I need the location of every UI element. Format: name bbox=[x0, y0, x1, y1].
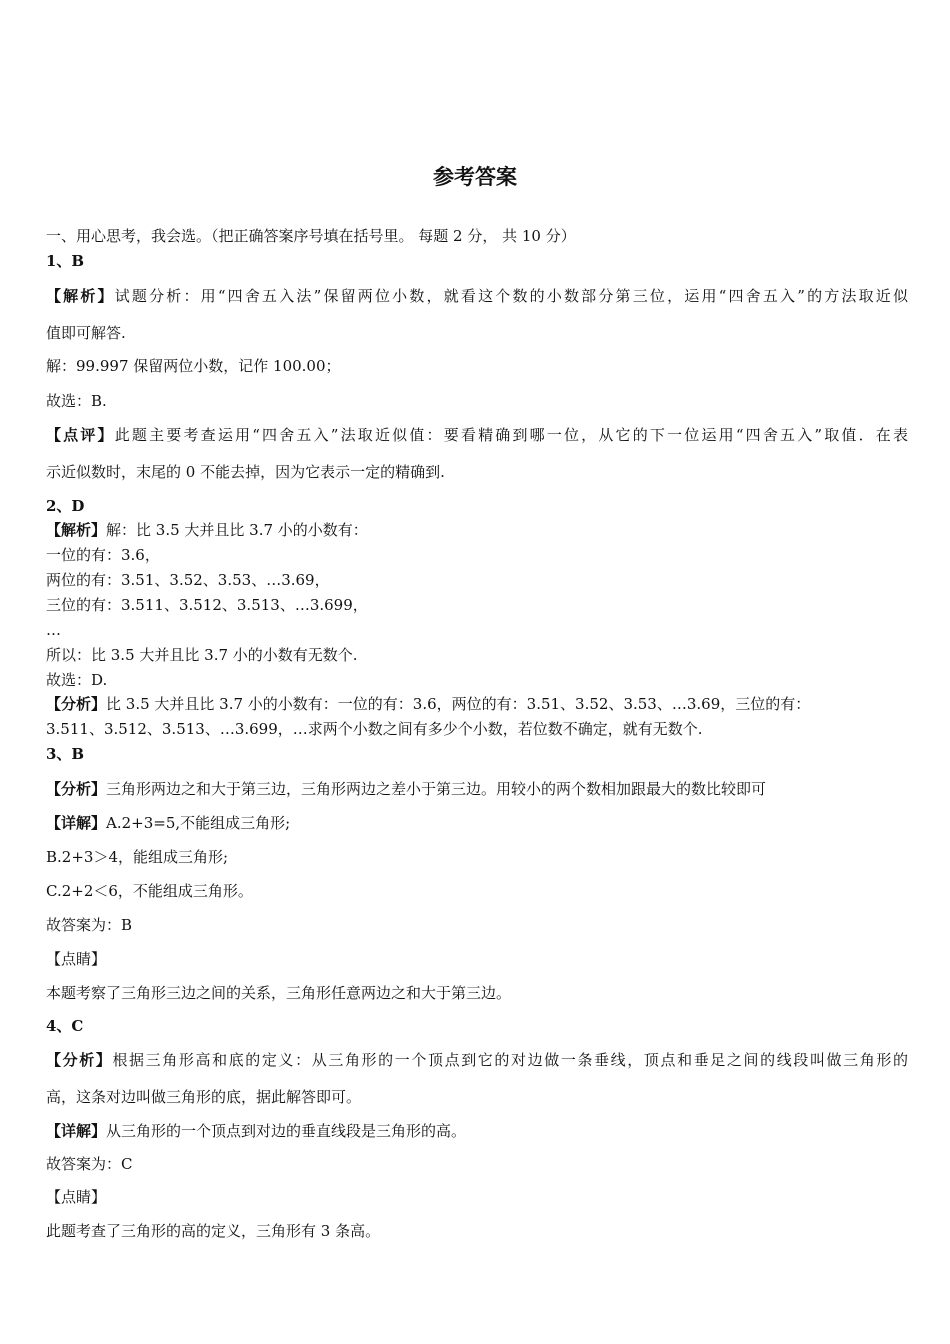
q4-dianjing-tag: 【点睛】 bbox=[46, 1188, 107, 1206]
q1-analysis-line2: 值即可解答. bbox=[46, 324, 126, 342]
q4-final: 故答案为：C bbox=[46, 1155, 133, 1173]
q1-analysis-text1: 试题分析：用“四舍五入法”保留两位小数，就看这个数的小数部分第三位，运用“四舍五入”的方法取近似 bbox=[114, 287, 908, 305]
q4-fenxi-text1: 根据三角形高和底的定义：从三角形的一个顶点到它的对边做一条垂线，顶点和垂足之间的线段叫做三角形的 bbox=[112, 1051, 908, 1069]
q1-comment-tag: 【点评】 bbox=[46, 426, 115, 444]
q2-ellipsis: … bbox=[46, 621, 61, 639]
q4-fenxi-line1 bbox=[46, 1050, 908, 1070]
q3-fenxi-tag: 【分析】 bbox=[46, 780, 107, 798]
q3-dianjing-tag: 【点睛】 bbox=[46, 950, 107, 968]
q4-detail-text: 从三角形的一个顶点到对边的垂直线段是三角形的高。 bbox=[106, 1122, 467, 1140]
q2-fenxi-line2: 3.511、3.512、3.513、…3.699，…求两个小数之间有多少个小数，若位数不确定，就有无数个. bbox=[46, 720, 703, 738]
q1-choose: 故选：B. bbox=[46, 392, 107, 410]
q2-two-digit: 两位的有：3.51、3.52、3.53、…3.69， bbox=[46, 571, 330, 589]
q3-detail-c: C.2+2＜6，不能组成三角形。 bbox=[46, 882, 253, 900]
q1-comment-text1: 此题主要考查运用“四舍五入”法取近似值：要看精确到哪一位，从它的下一位运用“四舍五入”取值．在表 bbox=[114, 426, 908, 444]
q4-fenxi-line2: 高，这条对边叫做三角形的底，据此解答即可。 bbox=[46, 1088, 362, 1106]
q4-detail bbox=[46, 1121, 908, 1141]
q1-comment-line2: 示近似数时，末尾的 0 不能去掉，因为它表示一定的精确到. bbox=[46, 463, 445, 481]
q4-dianjing: 此题考查了三角形的高的定义，三角形有 3 条高。 bbox=[46, 1222, 381, 1240]
q3-final: 故答案为：B bbox=[46, 916, 133, 934]
q2-answer: 2、D bbox=[46, 497, 85, 515]
q3-dianjing: 本题考察了三角形三边之间的关系，三角形任意两边之和大于第三边。 bbox=[46, 984, 512, 1002]
q3-detail-a bbox=[46, 813, 908, 833]
q4-detail-tag: 【详解】 bbox=[46, 1122, 107, 1140]
q2-one-digit: 一位的有：3.6， bbox=[46, 546, 160, 564]
page-title: 参考答案 bbox=[433, 165, 517, 189]
section-heading: 一、用心思考，我会选。（把正确答案序号填在括号里。 每题 2 分， 共 10 分） bbox=[46, 227, 576, 245]
q2-three-digit: 三位的有：3.511、3.512、3.513、…3.699， bbox=[46, 596, 368, 614]
q3-detail-tag: 【详解】 bbox=[46, 814, 107, 832]
q2-fenxi-line1 bbox=[46, 694, 908, 714]
q3-fenxi bbox=[46, 779, 908, 799]
q2-fenxi-text1: 比 3.5 大并且比 3.7 小的小数有：一位的有：3.6，两位的有：3.51、3.52、3.53、…3.69，三位的有： bbox=[106, 695, 811, 713]
q2-choose: 故选：D. bbox=[46, 671, 108, 689]
q1-comment-line1 bbox=[46, 425, 908, 445]
q2-analysis bbox=[46, 520, 908, 540]
q1-analysis-tag: 【解析】 bbox=[46, 287, 115, 305]
q1-answer: 1、B bbox=[46, 252, 85, 270]
q1-analysis-line1 bbox=[46, 286, 908, 306]
q2-conclusion: 所以：比 3.5 大并且比 3.7 小的小数有无数个. bbox=[46, 646, 358, 664]
q2-analysis-text: 解：比 3.5 大并且比 3.7 小的小数有： bbox=[106, 521, 368, 539]
q1-solution: 解：99.997 保留两位小数，记作 100.00； bbox=[46, 357, 341, 375]
q2-analysis-tag: 【解析】 bbox=[46, 521, 107, 539]
q3-fenxi-text: 三角形两边之和大于第三边，三角形两边之差小于第三边。用较小的两个数相加跟最大的数比较即可 bbox=[106, 780, 767, 798]
q4-fenxi-tag: 【分析】 bbox=[46, 1051, 113, 1069]
q3-detail-a-text: A.2+3=5,不能组成三角形; bbox=[106, 814, 291, 832]
q2-fenxi-tag: 【分析】 bbox=[46, 695, 107, 713]
q4-answer: 4、C bbox=[46, 1017, 84, 1035]
q3-detail-b: B.2+3＞4，能组成三角形; bbox=[46, 848, 229, 866]
q3-answer: 3、B bbox=[46, 745, 85, 763]
